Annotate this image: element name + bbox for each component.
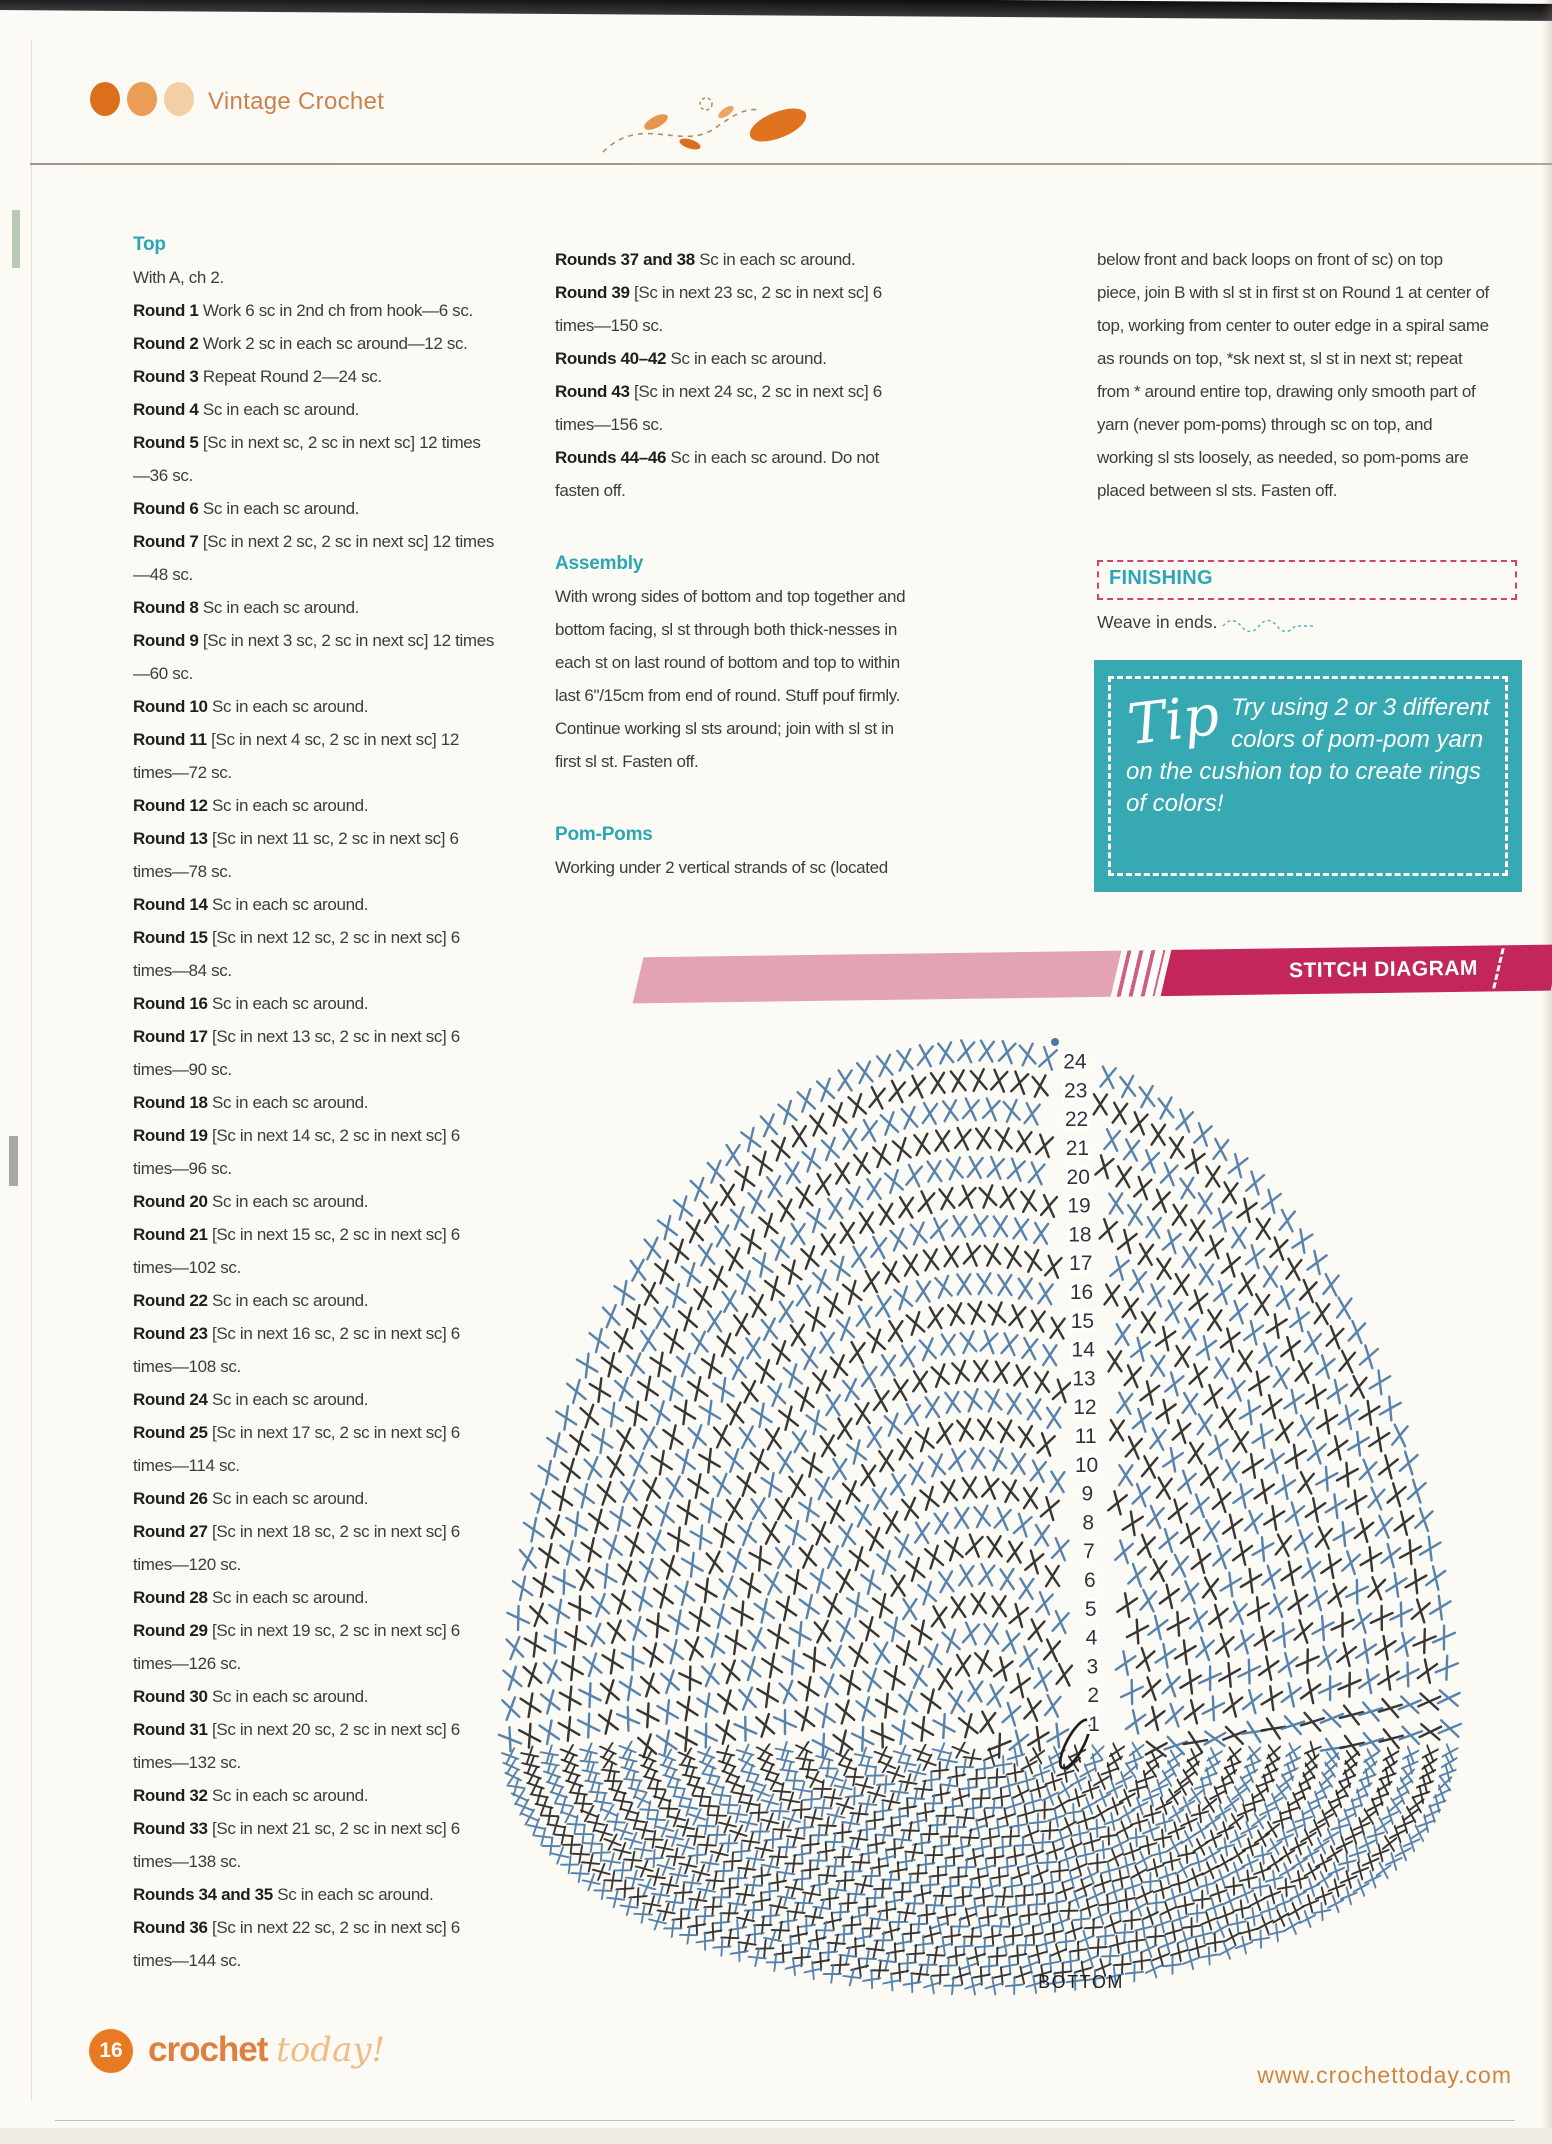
scan-edge-bottom bbox=[0, 2128, 1552, 2144]
section-title: Vintage Crochet bbox=[208, 88, 385, 115]
round-instruction: Round 10 Sc in each sc around. bbox=[133, 697, 369, 716]
round-instruction: Round 28 Sc in each sc around. bbox=[133, 1588, 369, 1607]
intro-line: With A, ch 2. bbox=[133, 268, 224, 287]
rounds-list bbox=[133, 294, 495, 1977]
round-instruction: Round 2 Work 2 sc in each sc around—12 sc. bbox=[133, 334, 468, 353]
round-instruction: Rounds 40–42 Sc in each sc around. bbox=[555, 349, 827, 368]
scan-edge-top bbox=[0, 0, 1552, 21]
round-number-label: 24 bbox=[1063, 1050, 1087, 1074]
magazine-logo-script: today! bbox=[276, 2030, 386, 2070]
round-instruction: Round 24 Sc in each sc around. bbox=[133, 1390, 369, 1409]
scan-edge-mark bbox=[12, 210, 20, 268]
leaf-ornament-icon bbox=[598, 92, 813, 170]
round-instruction: Round 15 [Sc in next 12 sc, 2 sc in next sc] 6 times—84 sc. bbox=[133, 928, 460, 980]
round-number-label: 12 bbox=[1073, 1396, 1097, 1420]
subsection-heading: Top bbox=[133, 234, 166, 255]
banner-label: STITCH DIAGRAM bbox=[1288, 956, 1479, 983]
round-number-label: 19 bbox=[1067, 1194, 1091, 1218]
finishing-heading: FINISHING bbox=[1109, 567, 1213, 589]
round-number-label: 8 bbox=[1082, 1511, 1095, 1535]
round-number-label: 2 bbox=[1087, 1684, 1100, 1708]
round-instruction: Round 6 Sc in each sc around. bbox=[133, 499, 360, 518]
round-instruction: Round 17 [Sc in next 13 sc, 2 sc in next sc] 6 times—90 sc. bbox=[133, 1027, 460, 1079]
finishing-text: Weave in ends. bbox=[1097, 612, 1331, 633]
header-dot-icon bbox=[90, 82, 120, 116]
round-number-label: 16 bbox=[1069, 1281, 1094, 1304]
round-instruction: Round 39 [Sc in next 23 sc, 2 sc in next sc] 6 times—150 sc. bbox=[555, 283, 882, 335]
round-number-label: 6 bbox=[1084, 1569, 1096, 1592]
round-instruction: Round 36 [Sc in next 22 sc, 2 sc in next sc] 6 times—144 sc. bbox=[133, 1918, 460, 1970]
subsection-heading: Pom-Poms bbox=[555, 824, 653, 845]
page-number-badge: 16 bbox=[89, 2029, 133, 2073]
round-instruction: Rounds 37 and 38 Sc in each sc around. bbox=[555, 250, 856, 269]
round-number-label: 5 bbox=[1084, 1597, 1097, 1621]
round-number-label: 18 bbox=[1068, 1223, 1092, 1247]
round-instruction: Round 9 [Sc in next 3 sc, 2 sc in next sc] 12 times—60 sc. bbox=[133, 631, 494, 683]
pompoms-text: Working under 2 vertical strands of sc (located bbox=[555, 858, 888, 877]
round-number-label: 1 bbox=[1088, 1713, 1100, 1736]
header-dot-icon bbox=[164, 82, 194, 116]
round-instruction: Round 43 [Sc in next 24 sc, 2 sc in next sc] 6 times—156 sc. bbox=[555, 382, 882, 434]
round-instruction: Round 23 [Sc in next 16 sc, 2 sc in next sc] 6 times—108 sc. bbox=[133, 1324, 460, 1376]
round-instruction: Round 33 [Sc in next 21 sc, 2 sc in next sc] 6 times—138 sc. bbox=[133, 1819, 460, 1871]
round-number-label: 7 bbox=[1083, 1540, 1095, 1564]
subsection-heading: Assembly bbox=[555, 553, 644, 574]
round-instruction: Round 5 [Sc in next sc, 2 sc in next sc] 12 times—36 sc. bbox=[133, 433, 481, 485]
stitch-diagram-banner bbox=[638, 945, 1552, 1004]
scan-edge-right bbox=[1542, 0, 1552, 2144]
header-dot-icon bbox=[127, 82, 157, 116]
round-instruction: Round 18 Sc in each sc around. bbox=[133, 1093, 369, 1112]
round-number-label: 22 bbox=[1064, 1108, 1089, 1132]
round-instruction: Round 13 [Sc in next 11 sc, 2 sc in next sc] 6 times—78 sc. bbox=[133, 829, 459, 881]
round-number-label: 3 bbox=[1086, 1655, 1099, 1679]
round-number-label: 23 bbox=[1064, 1079, 1088, 1103]
round-number-label: 14 bbox=[1071, 1338, 1095, 1362]
round-instruction: Round 4 Sc in each sc around. bbox=[133, 400, 360, 419]
round-instruction: Round 3 Repeat Round 2—24 sc. bbox=[133, 367, 382, 386]
round-instruction: Round 8 Sc in each sc around. bbox=[133, 598, 360, 617]
round-instruction: Round 11 [Sc in next 4 sc, 2 sc in next sc] 12 times—72 sc. bbox=[133, 730, 459, 782]
round-instruction: Round 14 Sc in each sc around. bbox=[133, 895, 369, 914]
instructions-column-3 bbox=[1097, 243, 1489, 507]
scan-edge-mark bbox=[9, 1136, 18, 1186]
round-instruction: Round 12 Sc in each sc around. bbox=[133, 796, 369, 815]
round-number-label: 21 bbox=[1065, 1137, 1090, 1160]
round-instruction: Round 21 [Sc in next 15 sc, 2 sc in next sc] 6 times—102 sc. bbox=[133, 1225, 460, 1277]
scan-edge-bottom bbox=[55, 2120, 1515, 2121]
tip-box bbox=[1094, 660, 1522, 892]
round-instruction: Round 31 [Sc in next 20 sc, 2 sc in next sc] 6 times—132 sc. bbox=[133, 1720, 460, 1772]
assembly-text: With wrong sides of bottom and top together and bottom facing, sl st through both thick-nesses in each st on last round of bottom and top to within last 6"/15cm from end of round. Stuff pouf firmly. Continue working sl sts around; join with sl st in first sl st. Fasten off. bbox=[555, 587, 906, 771]
page-fold-line bbox=[31, 40, 32, 2100]
round-number-label: 9 bbox=[1081, 1482, 1094, 1506]
round-instruction: Round 32 Sc in each sc around. bbox=[133, 1786, 369, 1805]
round-instruction: Round 20 Sc in each sc around. bbox=[133, 1192, 369, 1211]
round-instruction: Rounds 34 and 35 Sc in each sc around. bbox=[133, 1885, 434, 1904]
rounds-list bbox=[555, 243, 907, 507]
round-instruction: Round 1 Work 6 sc in 2nd ch from hook—6 sc. bbox=[133, 301, 473, 320]
round-instruction: Round 16 Sc in each sc around. bbox=[133, 994, 369, 1013]
round-instruction: Round 30 Sc in each sc around. bbox=[133, 1687, 369, 1706]
diagram-bottom-label: BOTTOM bbox=[1038, 1972, 1124, 1992]
round-number-label: 20 bbox=[1066, 1165, 1090, 1189]
instructions-column-2 bbox=[555, 243, 907, 884]
tip-label: Tip bbox=[1124, 682, 1223, 759]
stitch-squiggle-decoration bbox=[1221, 612, 1331, 632]
round-number-label: 11 bbox=[1074, 1425, 1097, 1448]
magazine-logo: crochet today! bbox=[148, 2030, 386, 2070]
round-instruction: Round 27 [Sc in next 18 sc, 2 sc in next sc] 6 times—120 sc. bbox=[133, 1522, 460, 1574]
round-number-label: 17 bbox=[1069, 1252, 1093, 1276]
round-instruction: Round 7 [Sc in next 2 sc, 2 sc in next sc] 12 times—48 sc. bbox=[133, 532, 494, 584]
round-number-label: 4 bbox=[1085, 1626, 1098, 1650]
instructions-column-1 bbox=[133, 228, 495, 1977]
round-instruction: Round 29 [Sc in next 19 sc, 2 sc in next sc] 6 times—126 sc. bbox=[133, 1621, 460, 1673]
round-number-label: 10 bbox=[1074, 1453, 1099, 1477]
continuation-text: below front and back loops on front of sc) on top piece, join B with sl st in first st on Round 1 at center of top, working from center to outer edge in a spiral same as rounds on top, *sk next st, sl st in next st; repeat from * around entire top, drawing only smooth part of yarn (never pom-poms) through sc on top, and working sl sts loosely, as needed, so pom-poms are placed between sl sts. Fasten off. bbox=[1097, 250, 1489, 500]
round-number-label: 13 bbox=[1072, 1367, 1096, 1391]
tip-text: Try using 2 or 3 different colors of pom-pom yarn on the cushion top to create rings of colors! bbox=[1126, 694, 1490, 817]
stitch-diagram bbox=[455, 1004, 1467, 2004]
banner-stripes bbox=[1117, 950, 1166, 997]
round-instruction: Rounds 44–46 Sc in each sc around. Do not fasten off. bbox=[555, 448, 879, 500]
round-instruction: Round 26 Sc in each sc around. bbox=[133, 1489, 369, 1508]
round-instruction: Round 25 [Sc in next 17 sc, 2 sc in next sc] 6 times—114 sc. bbox=[133, 1423, 460, 1475]
banner-pink-band bbox=[633, 951, 1122, 1004]
round-instruction: Round 19 [Sc in next 14 sc, 2 sc in next sc] 6 times—96 sc. bbox=[133, 1126, 460, 1178]
round-number-label: 15 bbox=[1070, 1309, 1095, 1333]
finishing-box bbox=[1097, 560, 1517, 600]
website-url: www.crochettoday.com bbox=[1257, 2062, 1512, 2088]
round-instruction: Round 22 Sc in each sc around. bbox=[133, 1291, 369, 1310]
